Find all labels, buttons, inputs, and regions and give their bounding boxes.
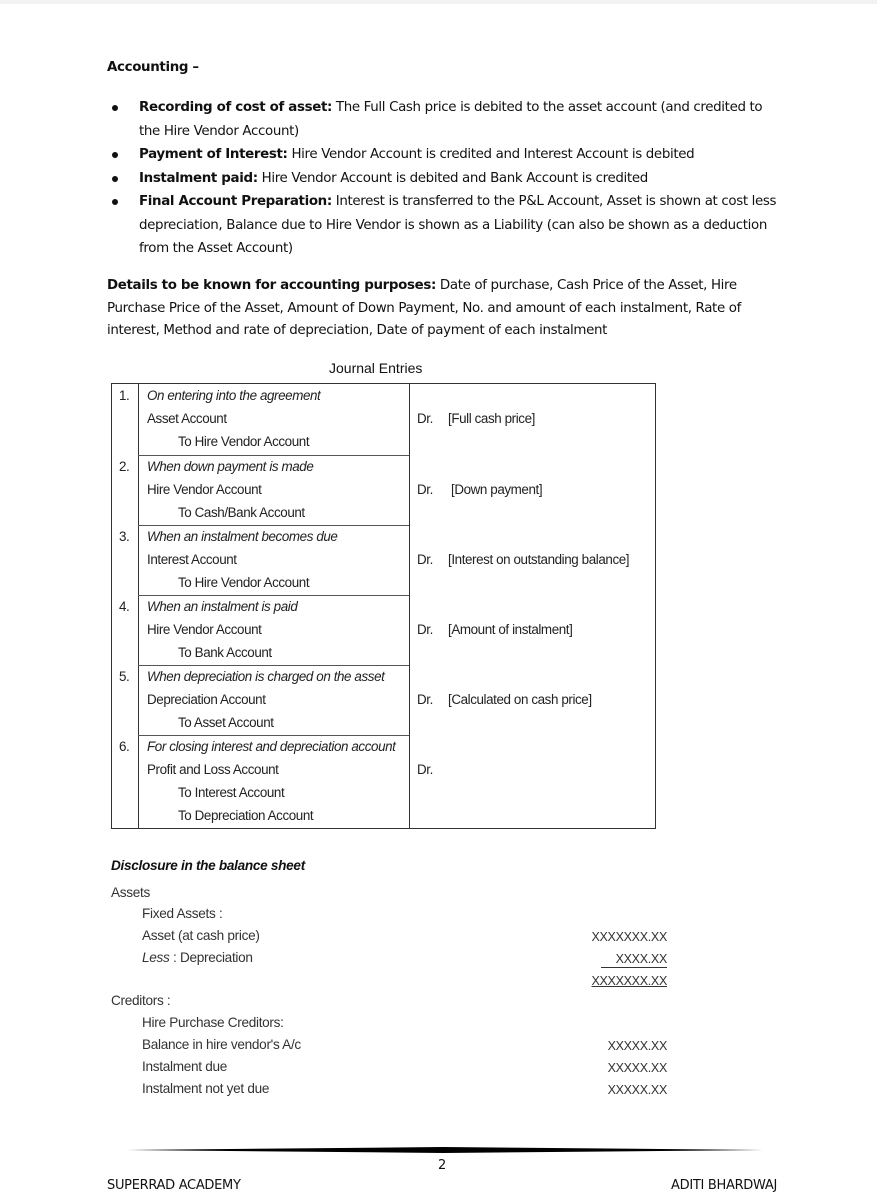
- journal-entry: [112, 735, 655, 829]
- bullet-item: [107, 190, 787, 261]
- row-divider: [138, 455, 409, 456]
- bullet-icon: [112, 105, 118, 111]
- asset-amount: XXXXXXX.XX: [591, 930, 667, 944]
- depreciation-amount: XXXX.XX: [601, 952, 667, 968]
- footer-right-text: ADITI BHARDWAJ: [671, 1178, 777, 1193]
- entry-note: [Calculated on cash price]: [448, 692, 592, 707]
- entry-number: 3.: [119, 529, 130, 544]
- entry-debit-account: Interest Account: [147, 552, 237, 567]
- instalment-not-due-amount: XXXXX.XX: [607, 1083, 667, 1097]
- bullet-item: [107, 96, 787, 143]
- less-label: Less: [142, 950, 170, 965]
- bullet-icon: [112, 199, 118, 205]
- entry-description: When depreciation is charged on the asset: [147, 669, 385, 684]
- entry-credit-account: To Depreciation Account: [178, 808, 314, 823]
- net-asset-amount: XXXXXXX.XX: [591, 974, 667, 988]
- entry-note: [Interest on outstanding balance]: [448, 552, 630, 567]
- asset-line: Asset (at cash price): [142, 928, 260, 943]
- bullet-label: Instalment paid:: [139, 170, 258, 186]
- row-divider: [138, 595, 409, 596]
- journal-entry: [112, 384, 655, 454]
- entry-credit-account: To Hire Vendor Account: [178, 434, 310, 449]
- entry-dr: Dr.: [417, 762, 433, 777]
- entry-description: On entering into the agreement: [147, 388, 321, 403]
- instalment-due-amount: XXXXX.XX: [607, 1061, 667, 1075]
- entry-description: For closing interest and depreciation account: [147, 739, 396, 754]
- details-label: Details to be known for accounting purposes:: [107, 278, 436, 293]
- row-divider: [138, 665, 409, 666]
- journal-entry: [112, 525, 655, 595]
- entry-debit-account: Depreciation Account: [147, 692, 266, 707]
- entry-credit-account: To Hire Vendor Account: [178, 575, 310, 590]
- fixed-assets-label: Fixed Assets :: [142, 906, 223, 921]
- bullet-text: Interest is transferred to the P&L Account, Asset is shown at cost less depreciation, Balance due to Hire Vendor is shown as a Liability (can also be shown as a deduction from the Asset Account): [139, 194, 777, 256]
- journal-entry: [112, 455, 655, 525]
- row-divider: [138, 735, 409, 736]
- page-number: 2: [438, 1158, 447, 1173]
- details-paragraph: [107, 275, 787, 343]
- bullet-text: Hire Vendor Account is credited and Interest Account is debited: [287, 147, 695, 162]
- entry-debit-account: Asset Account: [147, 411, 227, 426]
- entry-credit-account: To Bank Account: [178, 645, 272, 660]
- entry-description: When an instalment is paid: [147, 599, 298, 614]
- entry-number: 4.: [119, 599, 130, 614]
- amount-column: [540, 858, 667, 1118]
- entry-credit-account: To Asset Account: [178, 715, 274, 730]
- entry-note: [Down payment]: [451, 482, 543, 497]
- footer-left-text: SUPERRAD ACADEMY: [107, 1178, 241, 1193]
- balance-amount: XXXXX.XX: [607, 1039, 667, 1053]
- entry-dr: Dr.: [417, 411, 433, 426]
- entry-note: [Amount of instalment]: [448, 622, 573, 637]
- entry-dr: Dr.: [417, 692, 433, 707]
- bullet-text: Hire Vendor Account is debited and Bank Account is credited: [257, 170, 648, 186]
- footer-divider: [122, 1147, 764, 1153]
- bullet-label: Payment of Interest:: [139, 147, 288, 162]
- bullet-label: Recording of cost of asset:: [139, 100, 332, 115]
- balance-line: Balance in hire vendor's A/c: [142, 1037, 301, 1052]
- entry-dr: Dr.: [417, 622, 433, 637]
- creditors-label: Creditors :: [111, 993, 171, 1008]
- journal-title: Journal Entries: [329, 360, 423, 376]
- assets-label: Assets: [111, 885, 150, 900]
- balance-sheet-disclosure: [111, 858, 671, 1108]
- entry-number: 5.: [119, 669, 130, 684]
- entry-dr: Dr.: [417, 552, 433, 567]
- bullet-label: Final Account Preparation:: [139, 194, 332, 209]
- entry-number: 6.: [119, 739, 130, 754]
- entry-debit-account: Hire Vendor Account: [147, 622, 262, 637]
- journal-entry: [112, 665, 655, 735]
- bullet-item: [107, 143, 787, 167]
- entry-number: 2.: [119, 459, 130, 474]
- entry-number: 1.: [119, 388, 130, 403]
- instalment-not-due-line: Instalment not yet due: [142, 1081, 270, 1096]
- accounting-bullet-list: [107, 96, 787, 261]
- entry-description: When an instalment becomes due: [147, 529, 338, 544]
- bullet-text: The Full Cash price is debited to the asset account (and credited to the Hire Vendor Account): [139, 100, 763, 139]
- details-text: Date of purchase, Cash Price of the Asset, Hire Purchase Price of the Asset, Amount of Down Payment, No. and amount of each instalment, Rate of interest, Method and rate of depreciation, Date of payment of each instalment: [107, 278, 741, 338]
- journal-entries-table: [111, 383, 656, 829]
- entry-dr: Dr.: [417, 482, 433, 497]
- bullet-icon: [112, 176, 118, 182]
- bullet-item: [107, 167, 787, 191]
- row-divider: [138, 525, 409, 526]
- bullet-icon: [112, 152, 118, 158]
- entry-credit-account: To Cash/Bank Account: [178, 505, 305, 520]
- hp-creditors-label: Hire Purchase Creditors:: [142, 1015, 284, 1030]
- section-heading: Accounting –: [107, 60, 199, 75]
- entry-note: [Full cash price]: [448, 411, 535, 426]
- instalment-due-line: Instalment due: [142, 1059, 227, 1074]
- entry-description: When down payment is made: [147, 459, 314, 474]
- top-edge: [0, 0, 877, 4]
- entry-debit-account: Profit and Loss Account: [147, 762, 279, 777]
- entry-debit-account: Hire Vendor Account: [147, 482, 262, 497]
- depreciation-line: Less : Depreciation: [142, 950, 253, 965]
- disclosure-title: Disclosure in the balance sheet: [111, 858, 305, 873]
- entry-credit-account: To Interest Account: [178, 785, 285, 800]
- journal-entry: [112, 595, 655, 665]
